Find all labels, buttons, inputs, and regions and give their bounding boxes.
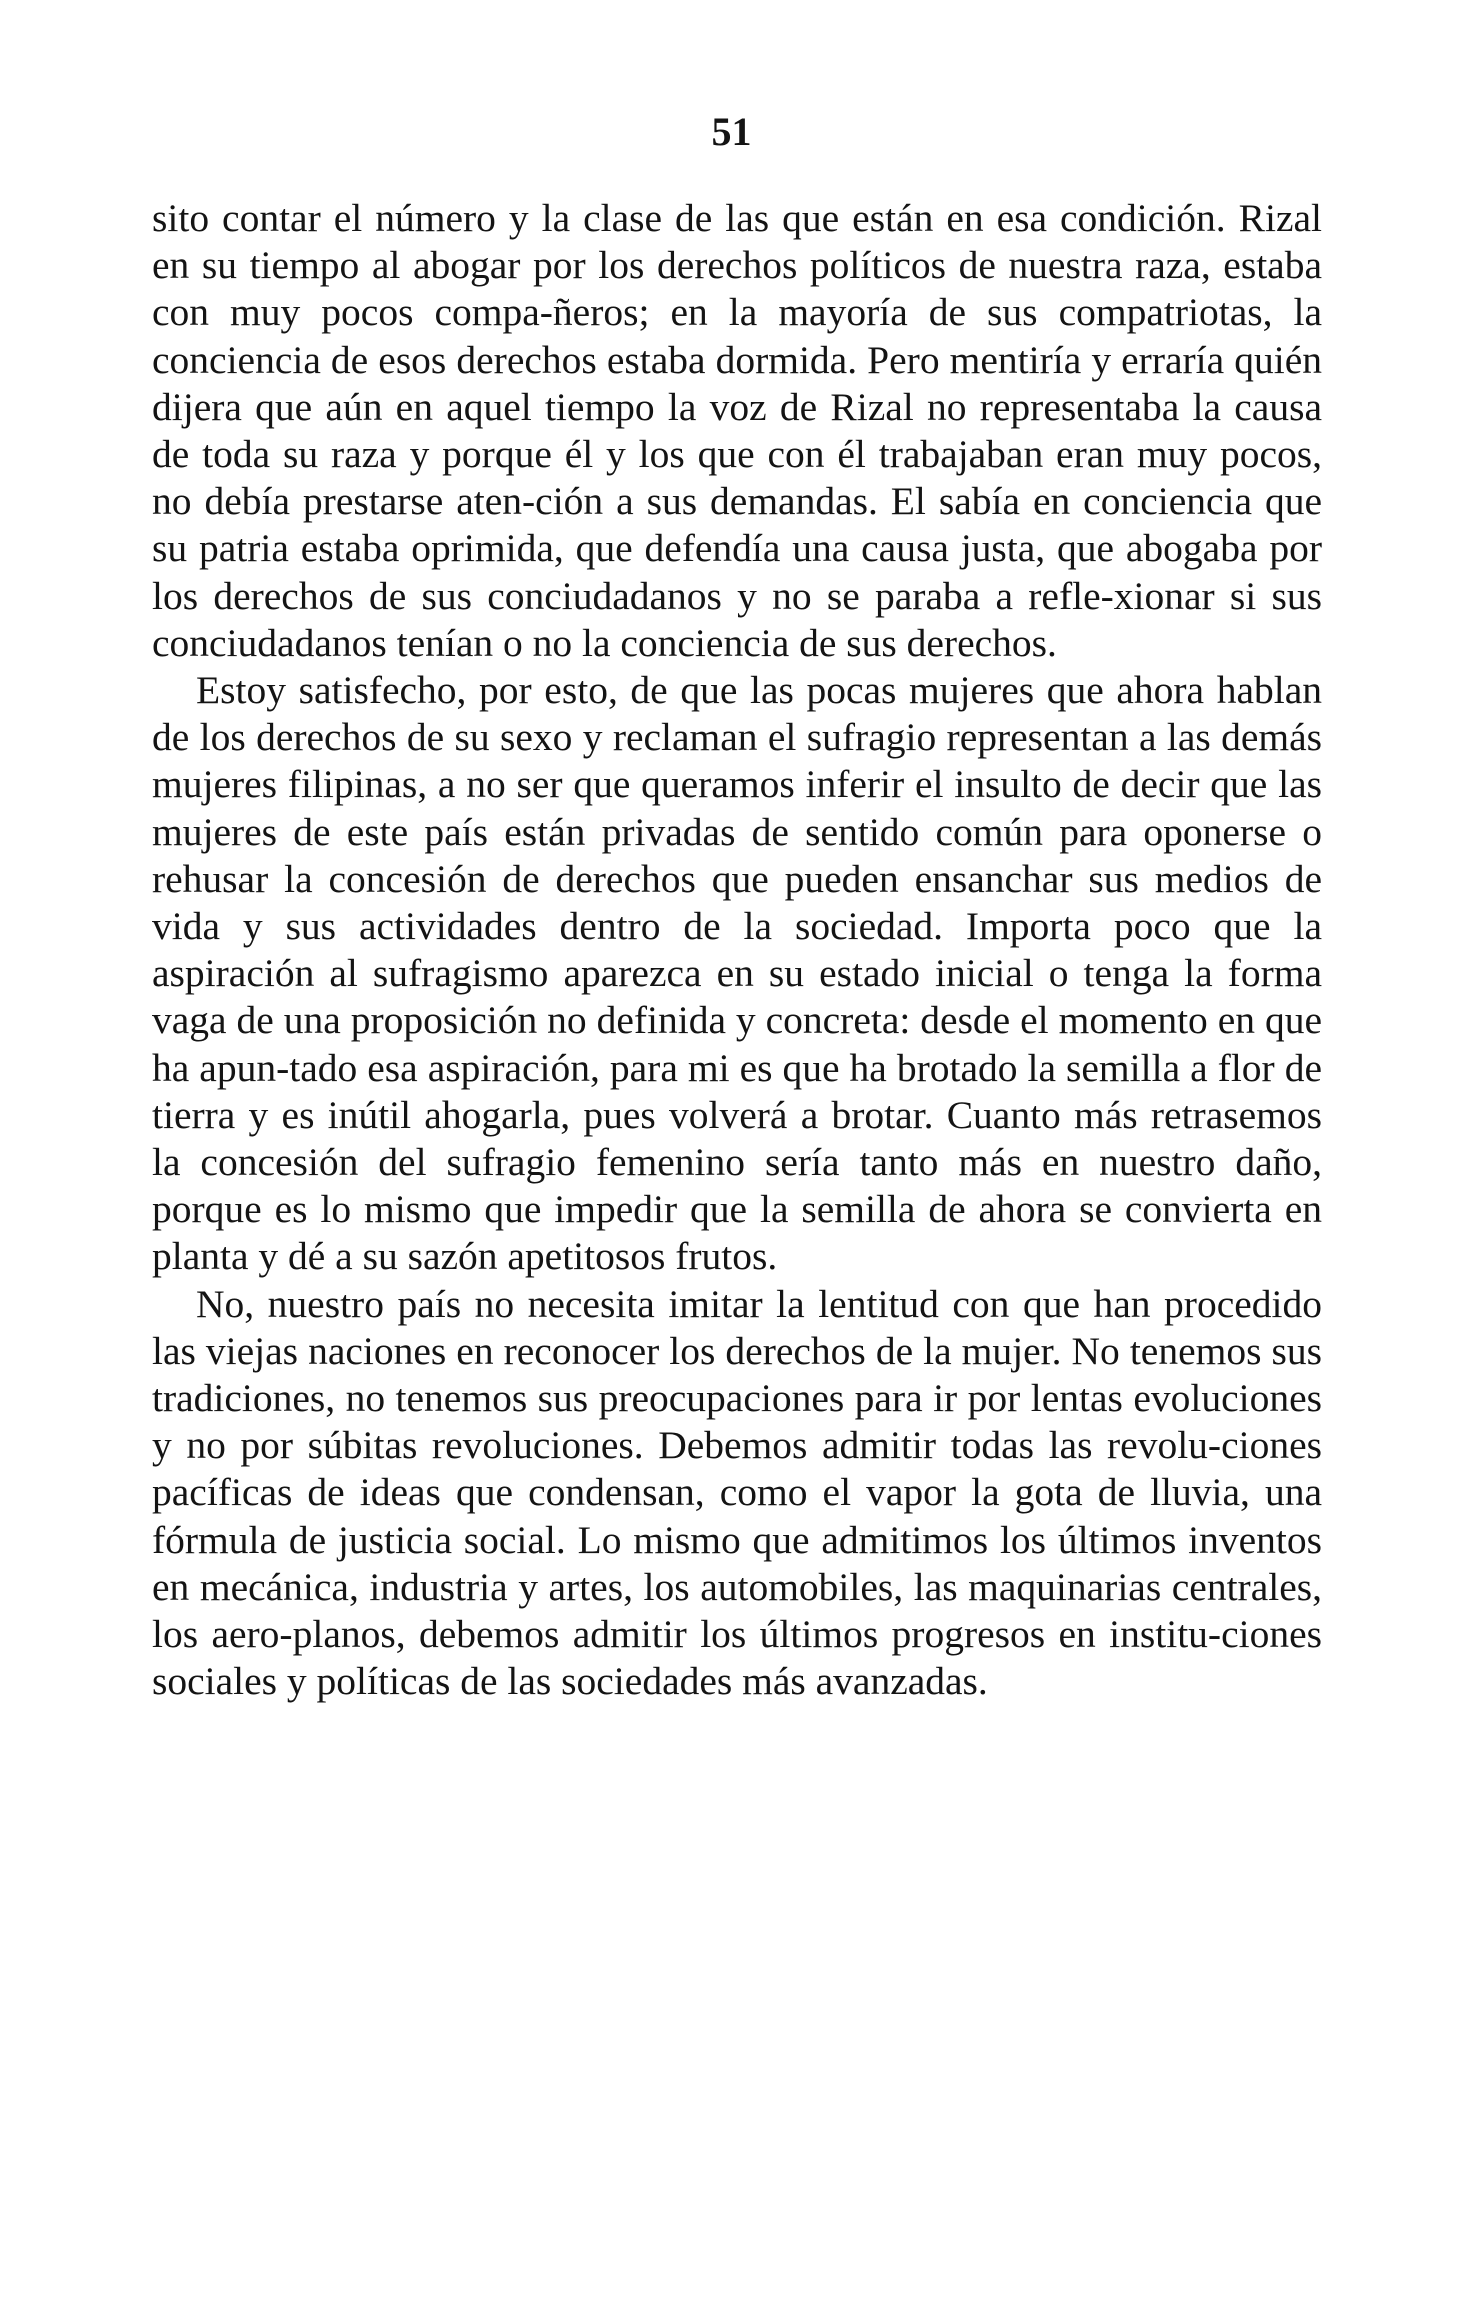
body-text xyxy=(152,195,1322,1706)
paragraph-3: No, nuestro país no necesita imitar la lentitud con que han procedido las viejas naciones en reconocer los derechos de la mujer. No tenemos sus tradiciones, no tenemos sus preocupaciones para ir por lentas evoluciones y no por súbitas revoluciones. Debemos admitir todas las revolu-ciones pacíficas de ideas que condensan, como el vapor la gota de lluvia, una fórmula de justicia social. Lo mismo que admitimos los últimos inventos en mecánica, industria y artes, los automobiles, las maquinarias centrales, los aero-planos, debemos admitir los últimos progresos en institu-ciones sociales y políticas de las sociedades más avanzadas. xyxy=(152,1281,1322,1704)
paragraph-1: sito contar el número y la clase de las que están en esa condición. Rizal en su tiempo al abogar por los derechos políticos de nuestra raza, estaba con muy pocos compa-ñeros; en la mayoría de sus compatriotas, la conciencia de esos derechos estaba dormida. Pero mentiría y erraría quién dijera que aún en aquel tiempo la voz de Rizal no representaba la causa de toda su raza y porque él y los que con él trabajaban eran muy pocos, no debía prestarse aten-ción a sus demandas. El sabía en conciencia que su patria estaba oprimida, que defendía una causa justa, que abogaba por los derechos de sus conciudadanos y no se paraba a refle-xionar si sus conciudadanos tenían o no la conciencia de sus derechos. xyxy=(152,196,1322,665)
paragraph-2: Estoy satisfecho, por esto, de que las pocas mujeres que ahora hablan de los derechos de su sexo y reclaman el sufragio representan a las demás mujeres filipinas, a no ser que queramos inferir el insulto de decir que las mujeres de este país están privadas de sentido común para oponerse o rehusar la concesión de derechos que pueden ensanchar sus medios de vida y sus actividades dentro de la sociedad. Importa poco que la aspiración al sufragismo aparezca en su estado inicial o tenga la forma vaga de una proposición no definida y concreta: desde el momento en que ha apun-tado esa aspiración, para mi es que ha brotado la semilla a flor de tierra y es inútil ahogarla, pues volverá a brotar. Cuanto más retrasemos la concesión del sufragio femenino sería tanto más en nuestro daño, porque es lo mismo que impedir que la semilla de ahora se convierta en planta y dé a su sazón apetitosos frutos. xyxy=(152,668,1322,1279)
page-number: 51 xyxy=(711,109,752,154)
